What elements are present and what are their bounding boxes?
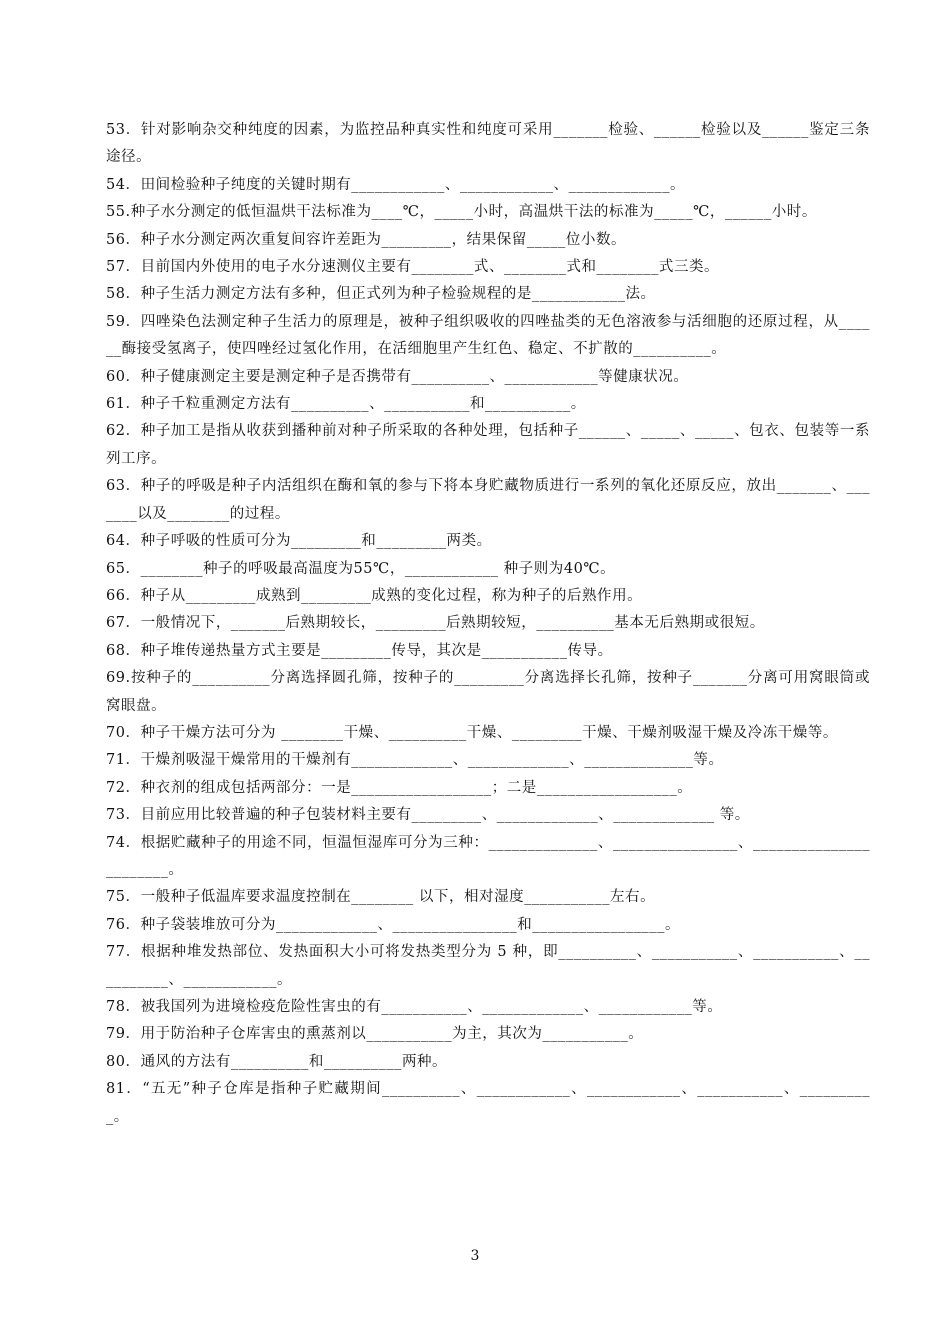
question-55: 55.种子水分测定的低恒温烘干法标准为____℃，_____小时，高温烘干法的标准为_____℃，______小时。	[106, 204, 817, 221]
question-77: 77．根据种堆发热部位、发热面积大小可将发热类型分为 5 种，即__________、___________、___________、__________、____________。	[106, 944, 870, 988]
question-65: 65．________种子的呼吸最高温度为55℃，____________ 种子则为40℃。	[106, 560, 616, 577]
question-75: 75．一般种子低温库要求温度控制在________ 以下，相对湿度___________左右。	[106, 889, 656, 906]
question-62: 62．种子加工是指从收获到播种前对种子所采取的各种处理，包括种子______、_____、_____、包衣、包装等一系列工序。	[106, 423, 870, 467]
page-number: 3	[470, 1248, 480, 1264]
question-69: 69.按种子的__________分离选择圆孔筛，按种子的_________分离选择长孔筛，按种子_______分离可用窝眼筒或窝眼盘。	[106, 670, 870, 714]
question-64: 64．种子呼吸的性质可分为_________和_________两类。	[106, 533, 492, 550]
question-72: 72．种衣剂的组成包括两部分：一是__________________；二是__________________。	[106, 779, 693, 796]
question-80: 80．通风的方法有__________和__________两种。	[106, 1053, 448, 1070]
question-63: 63．种子的呼吸是种子内活组织在酶和氧的参与下将本身贮藏物质进行一系列的氧化还原反应，放出_______、_______以及________的过程。	[106, 478, 870, 522]
question-list	[106, 117, 870, 1131]
question-79: 79．用于防治种子仓库害虫的熏蒸剂以___________为主，其次为___________。	[106, 1026, 644, 1043]
question-58: 58．种子生活力测定方法有多种，但正式列为种子检验规程的是____________法。	[106, 286, 656, 303]
question-56: 56．种子水分测定两次重复间容许差距为_________，结果保留_____位小数。	[106, 231, 627, 248]
question-60: 60．种子健康测定主要是测定种子是否携带有__________、____________等健康状况。	[106, 368, 689, 385]
question-70: 70．种子干燥方法可分为 ________干燥、__________干燥、_________干燥、干燥剂吸湿干燥及冷冻干燥等。	[106, 724, 838, 741]
question-76: 76．种子袋装堆放可分为_____________、________________和_________________。	[106, 916, 680, 933]
question-81: 81．“五无”种子仓库是指种子贮藏期间__________、____________、____________、___________、__________。	[106, 1081, 870, 1125]
question-68: 68．种子堆传递热量方式主要是_________传导，其次是___________传导。	[106, 642, 613, 659]
question-61: 61．种子千粒重测定方法有__________、___________和___________。	[106, 396, 586, 413]
question-74: 74．根据贮藏种子的用途不同，恒温恒湿库可分为三种：______________、________________、_______________________。	[106, 834, 870, 878]
question-57: 57．目前国内外使用的电子水分速测仪主要有________式、________式和________式三类。	[106, 259, 720, 276]
question-66: 66．种子从_________成熟到_________成熟的变化过程，称为种子的后熟作用。	[106, 587, 643, 604]
question-67: 67．一般情况下，_______后熟期较长，_________后熟期较短，__________基本无后熟期或很短。	[106, 615, 765, 632]
question-54: 54．田间检验种子纯度的关键时期有____________、____________、_____________。	[106, 176, 686, 193]
question-59: 59．四唑染色法测定种子生活力的原理是，被种子组织吸收的四唑盐类的无色溶液参与活细胞的还原过程，从______酶接受氢离子，使四唑经过氢化作用，在活细胞里产生红色、稳定、不扩散的__________。	[106, 313, 870, 358]
question-73: 73．目前应用比较普遍的种子包装材料主要有_________、_____________、_____________ 等。	[106, 807, 750, 824]
question-53: 53．针对影响杂交种纯度的因素，为监控品种真实性和纯度可采用_______检验、______检验以及______鉴定三条途径。	[106, 122, 870, 166]
question-71: 71．干燥剂吸湿干燥常用的干燥剂有_____________、_____________、______________等。	[106, 752, 724, 769]
question-78: 78．被我国列为进境检疫危险性害虫的有___________、_____________、____________等。	[106, 999, 723, 1015]
